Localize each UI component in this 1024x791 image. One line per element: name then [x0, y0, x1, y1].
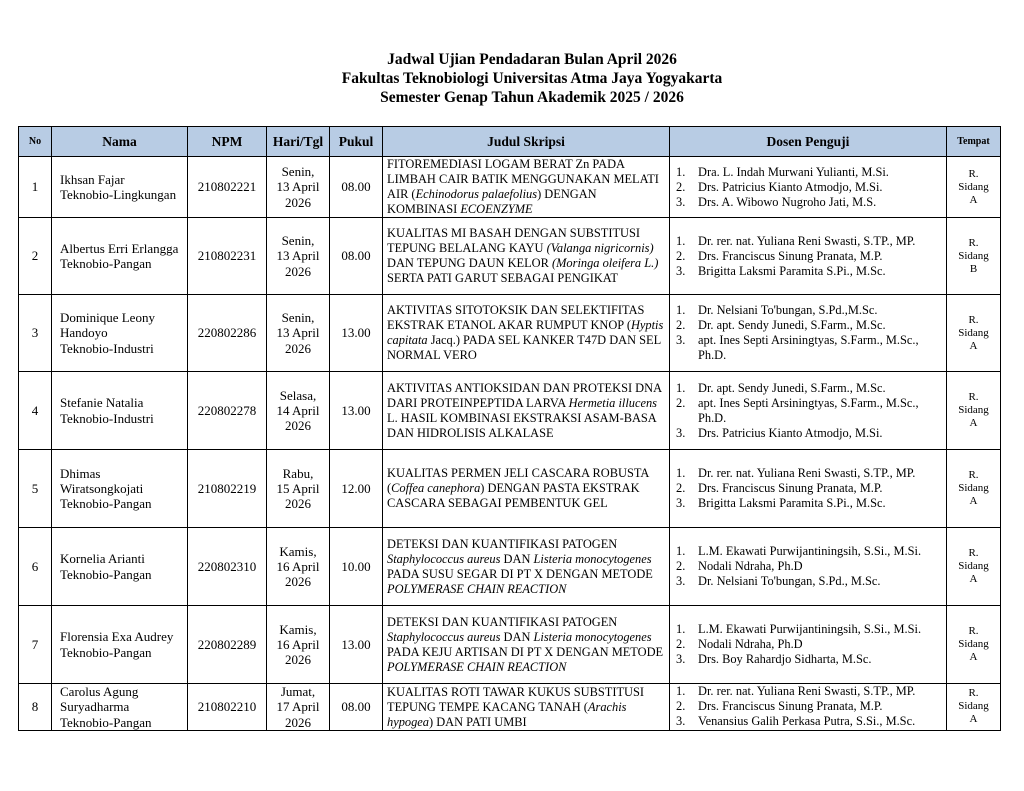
examiner-number: 2.	[676, 318, 686, 332]
col-header-dosen: Dosen Penguji	[670, 127, 947, 157]
thesis-title-species: ECOENZYME	[460, 202, 533, 216]
room-label: Sidang	[958, 638, 989, 650]
examiner-item	[676, 652, 943, 667]
room-prefix: R.	[968, 547, 979, 559]
thesis-title-species: Hyptis capitata	[387, 318, 664, 347]
cell-pukul	[330, 218, 383, 295]
exam-day: Senin,	[281, 310, 315, 326]
examiner-item	[676, 249, 943, 264]
cell-tempat	[947, 684, 1001, 731]
examiner-number: 1.	[676, 544, 686, 558]
examiner-item	[676, 574, 943, 589]
examiner-number: 1.	[676, 380, 686, 395]
exam-date: 16 April	[276, 636, 320, 652]
row-number: 8	[31, 699, 39, 715]
thesis-title-text: PADA KEJU ARTISAN DI PT X DENGAN METODE	[387, 644, 664, 659]
examiner-list	[676, 381, 943, 441]
room-code: A	[969, 573, 978, 585]
table-row	[19, 295, 1001, 372]
cell-npm	[188, 684, 267, 731]
student-name-line-1: Dominique Leony	[60, 310, 155, 326]
cell-pukul	[330, 372, 383, 450]
thesis-title-text: DAN TEPUNG DAUN KELOR	[387, 256, 552, 270]
examiner-name: Dra. L. Indah Murwani Yulianti, M.Si.	[698, 164, 889, 179]
room-label: Sidang	[958, 700, 989, 713]
room-label: Sidang	[958, 249, 989, 262]
examiner-list	[676, 466, 943, 511]
student-npm: 210802231	[197, 248, 257, 264]
examiner-name: Drs. Boy Rahardjo Sidharta, M.Sc.	[698, 652, 872, 666]
room-code: A	[969, 193, 978, 206]
examiner-number: 3.	[676, 425, 686, 440]
cell-dosen	[670, 684, 947, 731]
examiner-name: apt. Ines Septi Arsiningtyas, S.Farm., M.Sc., Ph.D.	[698, 395, 919, 425]
student-name-line-1: Florensia Exa Audrey	[60, 629, 174, 645]
cell-nama	[52, 606, 188, 684]
examiner-name: Drs. Patricius Kianto Atmodjo, M.Si.	[698, 179, 883, 194]
room-prefix: R.	[968, 167, 979, 180]
room-prefix: R.	[968, 313, 979, 326]
cell-npm	[188, 372, 267, 450]
student-npm: 220802289	[197, 636, 257, 652]
room-label: Sidang	[958, 180, 989, 193]
cell-dosen	[670, 528, 947, 606]
examiner-number: 3.	[676, 496, 686, 510]
cell-tempat	[947, 157, 1001, 218]
row-number: 7	[31, 636, 39, 652]
cell-nama	[52, 157, 188, 218]
exam-time: 08.00	[341, 179, 371, 195]
exam-year: 2026	[285, 263, 311, 279]
cell-judul	[383, 528, 670, 606]
room-label: Sidang	[958, 560, 989, 572]
cell-tempat	[947, 528, 1001, 606]
examiner-name: L.M. Ekawati Purwijantiningsih, S.Si., M.Si.	[698, 622, 922, 636]
cell-judul	[383, 372, 670, 450]
thesis-title-species: Staphylococcus aureus	[387, 629, 501, 644]
cell-hari	[267, 295, 330, 372]
student-name-line-1: Dhimas	[60, 465, 101, 481]
examiner-number: 3.	[676, 333, 686, 347]
examiner-name: Drs. Franciscus Sinung Pranata, M.P.	[698, 481, 883, 495]
cell-npm	[188, 450, 267, 528]
row-number: 2	[31, 248, 39, 264]
examiner-name: Drs. Franciscus Sinung Pranata, M.P.	[698, 248, 883, 263]
student-name-line-2: Teknobio-Pangan	[60, 644, 152, 660]
exam-date: 13 April	[276, 179, 320, 195]
exam-time: 10.00	[341, 558, 371, 574]
thesis-title-text: L. HASIL KOMBINASI EKSTRAKSI ASAM-BASA DAN HIDROLISIS ALKALASE	[387, 410, 657, 440]
examiner-item	[676, 381, 943, 396]
cell-nama	[52, 684, 188, 731]
exam-year: 2026	[285, 652, 311, 668]
student-name-line-1: Carolus Agung	[60, 684, 139, 699]
thesis-title-species: (Valanga nigricornis)	[546, 241, 654, 255]
examiner-number: 3.	[676, 194, 686, 209]
student-name-line-3: Teknobio-Pangan	[60, 496, 152, 512]
examiner-item	[676, 714, 943, 729]
examiner-number: 1.	[676, 303, 686, 317]
exam-day: Rabu,	[282, 465, 314, 481]
student-name-line-2: Teknobio-Industri	[60, 410, 154, 426]
table-row	[19, 528, 1001, 606]
row-number: 5	[31, 480, 39, 496]
examiner-item	[676, 396, 943, 426]
cell-pukul	[330, 295, 383, 372]
room-prefix: R.	[968, 469, 979, 481]
examiner-name: L.M. Ekawati Purwijantiningsih, S.Si., M.Si.	[698, 544, 922, 558]
room-label: Sidang	[958, 482, 989, 494]
student-npm: 210802210	[197, 699, 257, 715]
col-header-npm: NPM	[188, 127, 267, 157]
examiner-name: Dr. rer. nat. Yuliana Reni Swasti, S.TP., MP.	[698, 233, 916, 248]
room-code: A	[969, 417, 978, 429]
student-name-line-2: Handoyo	[60, 325, 108, 341]
cell-tempat	[947, 450, 1001, 528]
examiner-number: 1.	[676, 684, 686, 699]
student-name-line-2: Suryadharma	[60, 699, 130, 715]
student-name-line-2: Teknobio-Pangan	[60, 256, 152, 271]
thesis-title-text: Jacq.) PADA SEL KANKER T47D DAN SEL NORMAL VERO	[387, 333, 661, 362]
exam-day: Selasa,	[279, 387, 317, 403]
table-row	[19, 157, 1001, 218]
cell-pukul	[330, 684, 383, 731]
cell-hari	[267, 684, 330, 731]
thesis-title-text: ) DENGAN PASTA EKSTRAK CASCARA SEBAGAI PEMBENTUK GEL	[387, 481, 640, 510]
exam-day: Senin,	[281, 233, 315, 249]
col-header-no: No	[19, 127, 52, 157]
examiner-number: 3.	[676, 652, 686, 666]
student-name-line-1: Albertus Erri Erlangga	[60, 240, 179, 256]
examiner-name: Nodali Ndraha, Ph.D	[698, 637, 803, 651]
cell-pukul	[330, 450, 383, 528]
examiner-number: 3.	[676, 574, 686, 588]
table-row	[19, 218, 1001, 295]
thesis-title-text: KUALITAS PERMEN JELI CASCARA ROBUSTA (	[387, 466, 649, 495]
thesis-title-species: Listeria monocytogenes	[533, 551, 652, 566]
cell-no	[19, 528, 52, 606]
examiner-number: 2.	[676, 395, 686, 410]
student-npm: 210802219	[197, 480, 257, 496]
student-name-line-2: Teknobio-Lingkungan	[60, 187, 177, 202]
examiner-number: 1.	[676, 233, 686, 248]
examiner-item	[676, 165, 943, 180]
examiner-item	[676, 699, 943, 714]
student-npm: 210802221	[197, 179, 257, 195]
cell-judul	[383, 684, 670, 731]
cell-hari	[267, 157, 330, 218]
student-name-line-3: Teknobio-Industri	[60, 340, 154, 356]
room-code: A	[969, 339, 978, 352]
thesis-title-text: DAN	[500, 551, 534, 566]
student-npm: 220802310	[197, 558, 257, 574]
title-line-1: Jadwal Ujian Pendadaran Bulan April 2026	[387, 51, 677, 68]
cell-hari	[267, 528, 330, 606]
row-number: 4	[31, 402, 39, 418]
cell-dosen	[670, 450, 947, 528]
thesis-title-text: PADA SUSU SEGAR DI PT X DENGAN METODE	[387, 566, 653, 581]
examiner-item	[676, 318, 943, 333]
cell-npm	[188, 606, 267, 684]
student-name-line-2: Wiratsongkojati	[60, 480, 144, 496]
examiner-name: Dr. rer. nat. Yuliana Reni Swasti, S.TP., MP.	[698, 466, 916, 480]
examiner-name: apt. Ines Septi Arsiningtyas, S.Farm., M.Sc., Ph.D.	[698, 333, 919, 362]
thesis-title-species: Coffea canephora	[391, 481, 481, 495]
thesis-title-text: FITOREMEDIASI LOGAM BERAT Zn PADA LIMBAH CAIR BATIK MENGGUNAKAN MELATI AIR (	[387, 157, 659, 201]
thesis-title-text: AKTIVITAS SITOTOKSIK DAN SELEKTIFITAS EKSTRAK ETANOL AKAR RUMPUT KNOP (	[387, 303, 645, 332]
thesis-title	[387, 226, 666, 286]
cell-no	[19, 606, 52, 684]
cell-hari	[267, 372, 330, 450]
cell-dosen	[670, 157, 947, 218]
exam-time: 13.00	[341, 636, 371, 652]
thesis-title	[387, 615, 666, 675]
student-npm: 220802286	[197, 325, 257, 341]
examiner-item	[676, 180, 943, 195]
table-body	[19, 157, 1001, 731]
room-code: A	[969, 495, 978, 507]
cell-tempat	[947, 295, 1001, 372]
thesis-title-text: DETEKSI DAN KUANTIFIKASI PATOGEN	[387, 536, 618, 551]
room-prefix: R.	[968, 687, 979, 700]
examiner-name: Dr. apt. Sendy Junedi, S.Farm., M.Sc.	[698, 380, 886, 395]
cell-dosen	[670, 372, 947, 450]
thesis-title	[387, 685, 666, 729]
cell-nama	[52, 450, 188, 528]
examiner-name: Venansius Galih Perkasa Putra, S.Si., M.Sc.	[698, 714, 916, 729]
schedule-table	[18, 126, 1001, 731]
cell-tempat	[947, 606, 1001, 684]
student-name-line-3: Teknobio-Pangan	[60, 714, 152, 730]
exam-day: Kamis,	[279, 543, 317, 559]
cell-judul	[383, 295, 670, 372]
exam-date: 15 April	[276, 480, 320, 496]
cell-nama	[52, 528, 188, 606]
document-title-block	[0, 50, 1024, 107]
student-name-line-2: Teknobio-Pangan	[60, 566, 152, 582]
thesis-title	[387, 303, 666, 363]
thesis-title	[387, 157, 666, 217]
examiner-name: Dr. apt. Sendy Junedi, S.Farm., M.Sc.	[698, 318, 886, 332]
cell-nama	[52, 372, 188, 450]
thesis-title-text: ) DENGAN KOMBINASI	[387, 187, 597, 216]
examiner-item	[676, 264, 943, 279]
cell-judul	[383, 157, 670, 218]
thesis-title-text: KUALITAS ROTI TAWAR KUKUS SUBSTITUSI TEPUNG TEMPE KACANG TANAH (	[387, 684, 644, 714]
thesis-title-species: Hermetia illucens	[568, 395, 657, 410]
cell-no	[19, 218, 52, 295]
table-row	[19, 372, 1001, 450]
examiner-item	[676, 466, 943, 481]
col-header-nama: Nama	[52, 127, 188, 157]
cell-nama	[52, 218, 188, 295]
thesis-title	[387, 381, 666, 441]
examiner-name: Drs. Franciscus Sinung Pranata, M.P.	[698, 699, 883, 714]
thesis-title-species: Listeria monocytogenes	[533, 629, 652, 644]
col-header-pukul: Pukul	[330, 127, 383, 157]
room-prefix: R.	[968, 391, 979, 403]
cell-no	[19, 157, 52, 218]
cell-hari	[267, 606, 330, 684]
examiner-list	[676, 544, 943, 589]
col-header-hari: Hari/Tgl	[267, 127, 330, 157]
cell-dosen	[670, 295, 947, 372]
exam-year: 2026	[285, 496, 311, 512]
exam-year: 2026	[285, 574, 311, 590]
examiner-number: 2.	[676, 559, 686, 573]
examiner-number: 2.	[676, 179, 686, 194]
cell-pukul	[330, 606, 383, 684]
examiner-item	[676, 195, 943, 210]
cell-hari	[267, 218, 330, 295]
table-row	[19, 606, 1001, 684]
examiner-list	[676, 165, 943, 210]
room-prefix: R.	[968, 236, 979, 249]
cell-dosen	[670, 606, 947, 684]
examiner-item	[676, 544, 943, 559]
cell-no	[19, 295, 52, 372]
examiner-item	[676, 637, 943, 652]
examiner-number: 1.	[676, 466, 686, 480]
thesis-title-species: POLYMERASE CHAIN REACTION	[387, 581, 567, 596]
exam-date: 13 April	[276, 325, 320, 341]
examiner-name: Dr. rer. nat. Yuliana Reni Swasti, S.TP., MP.	[698, 684, 916, 699]
exam-day: Senin,	[281, 164, 315, 180]
title-line-2: Fakultas Teknobiologi Universitas Atma Jaya Yogyakarta	[341, 70, 723, 87]
examiner-item	[676, 481, 943, 496]
cell-judul	[383, 218, 670, 295]
examiner-item	[676, 234, 943, 249]
thesis-title-species: Arachis hypogea	[387, 699, 627, 729]
examiner-name: Dr. Nelsiani To'bungan, S.Pd.,M.Sc.	[698, 303, 878, 317]
cell-npm	[188, 157, 267, 218]
row-number: 3	[31, 325, 39, 341]
room-code: B	[969, 262, 978, 275]
cell-hari	[267, 450, 330, 528]
examiner-number: 3.	[676, 263, 686, 278]
row-number: 1	[31, 179, 39, 195]
examiner-number: 2.	[676, 637, 686, 651]
examiner-item	[676, 684, 943, 699]
thesis-title	[387, 466, 666, 511]
examiner-name: Drs. A. Wibowo Nugroho Jati, M.S.	[698, 194, 877, 209]
examiner-list	[676, 303, 943, 363]
examiner-list	[676, 234, 943, 279]
cell-npm	[188, 528, 267, 606]
cell-no	[19, 450, 52, 528]
thesis-title	[387, 537, 666, 597]
examiner-item	[676, 496, 943, 511]
exam-date: 16 April	[276, 558, 320, 574]
examiner-item	[676, 559, 943, 574]
exam-date: 14 April	[276, 402, 320, 418]
cell-nama	[52, 295, 188, 372]
examiner-name: Dr. Nelsiani To'bungan, S.Pd., M.Sc.	[698, 574, 881, 588]
examiner-item	[676, 303, 943, 318]
exam-date: 17 April	[276, 699, 320, 715]
examiner-name: Brigitta Laksmi Paramita S.Pi., M.Sc.	[698, 496, 886, 510]
thesis-title-text: DETEKSI DAN KUANTIFIKASI PATOGEN	[387, 614, 618, 629]
col-header-judul: Judul Skripsi	[383, 127, 670, 157]
cell-npm	[188, 295, 267, 372]
cell-tempat	[947, 218, 1001, 295]
examiner-list	[676, 684, 943, 729]
thesis-title-species: (Moringa oleifera L.)	[551, 256, 659, 270]
col-header-tempat: Tempat	[947, 127, 1001, 157]
exam-time: 08.00	[341, 699, 371, 715]
thesis-title-text: AKTIVITAS ANTIOKSIDAN DAN PROTEKSI DNA DARI PROTEINPEPTIDA LARVA	[387, 380, 662, 410]
student-name-line-1: Kornelia Arianti	[60, 551, 145, 567]
examiner-item	[676, 426, 943, 441]
room-label: Sidang	[958, 404, 989, 416]
examiner-name: Brigitta Laksmi Paramita S.Pi., M.Sc.	[698, 263, 886, 278]
room-prefix: R.	[968, 625, 979, 637]
cell-npm	[188, 218, 267, 295]
room-label: Sidang	[958, 326, 989, 339]
examiner-number: 1.	[676, 164, 686, 179]
student-npm: 220802278	[197, 402, 257, 418]
examiner-list	[676, 622, 943, 667]
exam-date: 13 April	[276, 248, 320, 264]
cell-dosen	[670, 218, 947, 295]
examiner-number: 2.	[676, 248, 686, 263]
exam-day: Kamis,	[279, 621, 317, 637]
exam-year: 2026	[285, 714, 311, 730]
exam-time: 13.00	[341, 325, 371, 341]
table-row	[19, 450, 1001, 528]
examiner-number: 1.	[676, 622, 686, 636]
room-code: A	[969, 651, 978, 663]
cell-pukul	[330, 528, 383, 606]
cell-tempat	[947, 372, 1001, 450]
examiner-number: 2.	[676, 481, 686, 495]
examiner-number: 2.	[676, 699, 686, 714]
cell-pukul	[330, 157, 383, 218]
table-row	[19, 684, 1001, 731]
thesis-title-text: ) DAN PATI UMBI	[428, 714, 527, 729]
thesis-title-species: POLYMERASE CHAIN REACTION	[387, 659, 567, 674]
exam-time: 08.00	[341, 248, 371, 264]
thesis-title-species: Staphylococcus aureus	[387, 551, 501, 566]
cell-judul	[383, 450, 670, 528]
thesis-title-text: KUALITAS MI BASAH DENGAN SUBSTITUSI TEPUNG BELALANG KAYU	[387, 226, 641, 255]
cell-judul	[383, 606, 670, 684]
exam-year: 2026	[285, 194, 311, 210]
table-header-row	[19, 127, 1001, 157]
title-line-3: Semester Genap Tahun Akademik 2025 / 2026	[380, 89, 684, 106]
exam-time: 12.00	[341, 480, 371, 496]
exam-day: Jumat,	[280, 684, 316, 699]
thesis-title-text: SERTA PATI GARUT SEBAGAI PENGIKAT	[387, 271, 618, 285]
exam-time: 13.00	[341, 402, 371, 418]
cell-no	[19, 684, 52, 731]
examiner-name: Nodali Ndraha, Ph.D	[698, 559, 803, 573]
cell-no	[19, 372, 52, 450]
examiner-item	[676, 622, 943, 637]
thesis-title-species: Echinodorus palaefolius	[415, 187, 538, 201]
examiner-name: Drs. Patricius Kianto Atmodjo, M.Si.	[698, 425, 883, 440]
exam-year: 2026	[285, 340, 311, 356]
thesis-title-text: DAN	[500, 629, 534, 644]
student-name-line-1: Stefanie Natalia	[60, 395, 144, 411]
student-name-line-1: Ikhsan Fajar	[60, 171, 125, 187]
row-number: 6	[31, 558, 39, 574]
room-code: A	[969, 713, 978, 726]
examiner-number: 3.	[676, 714, 686, 729]
examiner-item	[676, 333, 943, 363]
exam-year: 2026	[285, 418, 311, 434]
